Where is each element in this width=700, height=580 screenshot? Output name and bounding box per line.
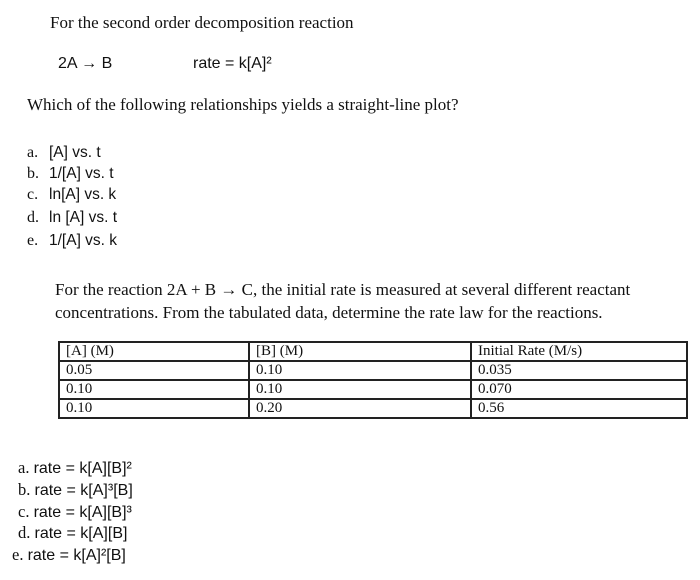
option-letter: a. xyxy=(18,458,30,477)
question2-option-c xyxy=(18,502,132,522)
question1-option-b xyxy=(27,165,114,183)
table-cell: 0.035 xyxy=(471,361,687,380)
option-text: rate = k[A]²[B] xyxy=(27,547,126,564)
table-cell: 0.20 xyxy=(249,399,471,418)
option-letter: e. xyxy=(12,545,24,564)
question1-option-d xyxy=(27,209,117,227)
table-cell: 0.56 xyxy=(471,399,687,418)
reaction-equation: 2A → B xyxy=(58,55,113,72)
question1-option-c xyxy=(27,186,116,204)
table-row xyxy=(59,399,687,418)
option-text: ln[A] vs. k xyxy=(49,186,117,203)
option-text: rate = k[A][B] xyxy=(34,525,128,542)
question2-prompt-line1: For the reaction 2A + B → C, the initial rate is measured at several different reactant xyxy=(55,280,631,299)
question1-prompt: Which of the following relationships yields a straight-line plot? xyxy=(27,95,459,114)
option-text: 1/[A] vs. t xyxy=(49,165,114,182)
option-text: [A] vs. t xyxy=(49,144,101,161)
table-row xyxy=(59,380,687,399)
option-text: 1/[A] vs. k xyxy=(49,232,118,249)
question2-option-b xyxy=(18,480,133,500)
table-cell: 0.10 xyxy=(59,399,249,418)
option-text: rate = k[A]³[B] xyxy=(34,482,133,499)
option-letter: a. xyxy=(27,144,39,161)
question1-intro: For the second order decomposition reaction xyxy=(50,13,354,32)
option-letter: d. xyxy=(27,209,39,226)
table-cell: 0.10 xyxy=(249,380,471,399)
rate-law: rate = k[A]² xyxy=(193,55,272,72)
table-header: [B] (M) xyxy=(249,342,471,361)
option-letter: b. xyxy=(18,480,31,499)
table-row xyxy=(59,361,687,380)
option-letter: c. xyxy=(27,186,39,203)
option-text: rate = k[A][B]² xyxy=(33,460,132,477)
table-header: Initial Rate (M/s) xyxy=(471,342,687,361)
option-text: ln [A] vs. t xyxy=(49,209,118,226)
option-letter: c. xyxy=(18,502,30,521)
option-letter: d. xyxy=(18,523,31,542)
table-cell: 0.10 xyxy=(59,380,249,399)
option-letter: e. xyxy=(27,232,39,249)
table-cell: 0.10 xyxy=(249,361,471,380)
option-text: rate = k[A][B]³ xyxy=(33,504,132,521)
table-header: [A] (M) xyxy=(59,342,249,361)
question2-option-d xyxy=(18,523,127,543)
table-cell: 0.05 xyxy=(59,361,249,380)
option-letter: b. xyxy=(27,165,39,182)
table-cell: 0.070 xyxy=(471,380,687,399)
table-header-row xyxy=(59,342,687,361)
question2-option-e xyxy=(12,545,126,565)
question2-prompt-line2: concentrations. From the tabulated data, determine the rate law for the reactions. xyxy=(55,303,603,322)
question1-option-e xyxy=(27,232,117,250)
question2-option-a xyxy=(18,458,132,478)
rate-data-table xyxy=(58,341,688,419)
question1-option-a xyxy=(27,144,101,162)
